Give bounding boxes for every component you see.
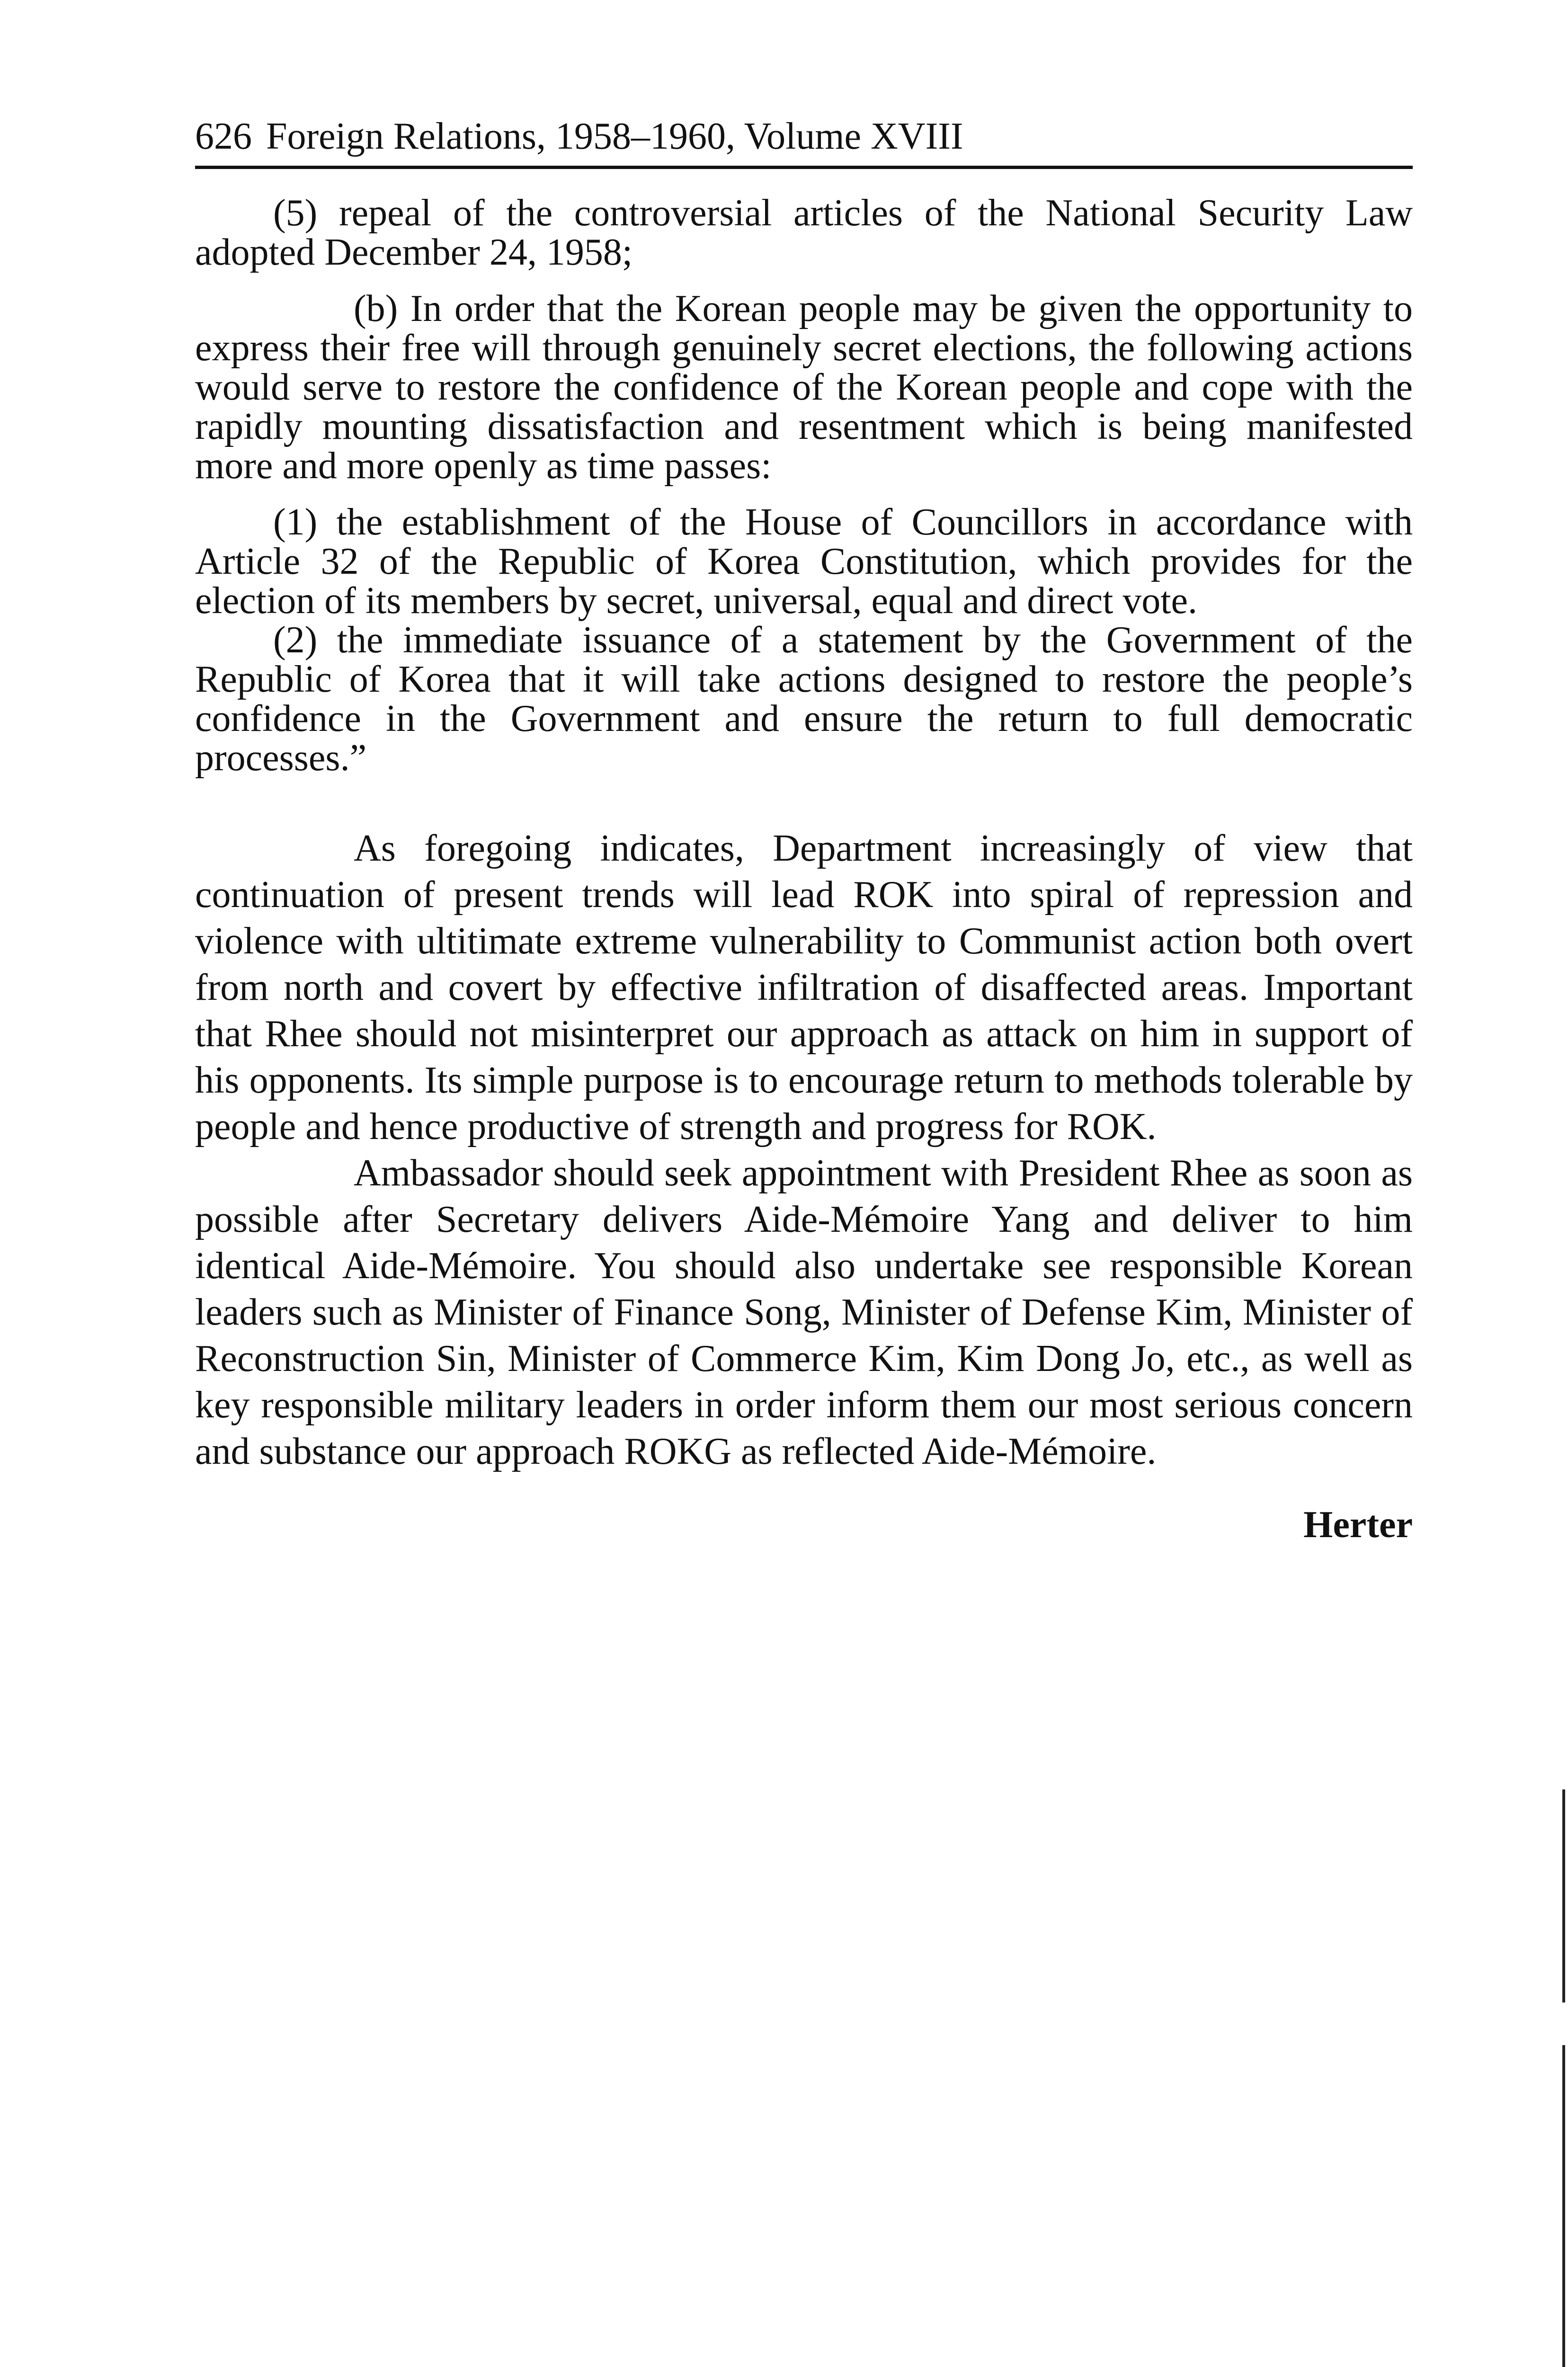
- body-paragraph-2: Ambassador should seek appointment with President Rhee as soon as possible after Secretary delivers Aide-Mémoire Yang and deliver to him identical Aide-Mémoire. You should also undertake see responsible Korean leaders such as Minister of Finance Song, Minister of Defense Kim, Minister of Reconstruction Sin, Minister of Commerce Kim, Kim Dong Jo, etc., as well as key responsible military leaders in order inform them our most serious concern and substance our approach ROKG as reflected Aide-Mémoire.: [195, 1152, 1413, 1472]
- quote-item-2: (2) the immediate issuance of a statement by the Government of the Republic of Korea that it will take actions designed to restore the people’s confidence in the Government and ensure the return to full democratic processes.”: [195, 619, 1413, 779]
- quoted-aide-memoire-excerpt: [195, 194, 1413, 778]
- body-paragraph-1: As foregoing indicates, Department increasingly of view that continuation of present trends will lead ROK into spiral of repression and violence with ultitimate extreme vulnerability to Communist action both overt from north and covert by effective infiltration of disaffected areas. Important that Rhee should not misinterpret our approach as attack on him in support of his opponents. Its simple purpose is to encourage return to methods tolerable by people and hence productive of strength and progress for ROK.: [195, 828, 1413, 1148]
- volume-title: Foreign Relations, 1958–1960, Volume XVIII: [266, 116, 963, 157]
- signature: Herter: [1303, 1504, 1413, 1546]
- quote-paragraph-b: (b) In order that the Korean people may be given the opportunity to express their free will through genuinely secret elections, the following actions would serve to restore the confidence of the Korean people and cope with the rapidly mounting dissatisfaction and resentment which is being manifested more and more openly as time passes:: [195, 288, 1413, 487]
- scan-edge-mark: [1562, 2045, 1565, 2367]
- document-page: [195, 114, 1413, 1548]
- quote-item-5: (5) repeal of the controversial articles of the National Security Law adopted December 24, 1958;: [195, 192, 1413, 273]
- running-header: [195, 114, 1413, 169]
- telegram-body: [195, 825, 1413, 1475]
- page-number: 626: [195, 116, 252, 157]
- scan-edge-mark: [1562, 1789, 1565, 2002]
- quote-item-1: (1) the establishment of the House of Councillors in accordance with Article 32 of the Republic of Korea Constitution, which provides for the election of its members by secret, universal, equal and direct vote.: [195, 501, 1413, 622]
